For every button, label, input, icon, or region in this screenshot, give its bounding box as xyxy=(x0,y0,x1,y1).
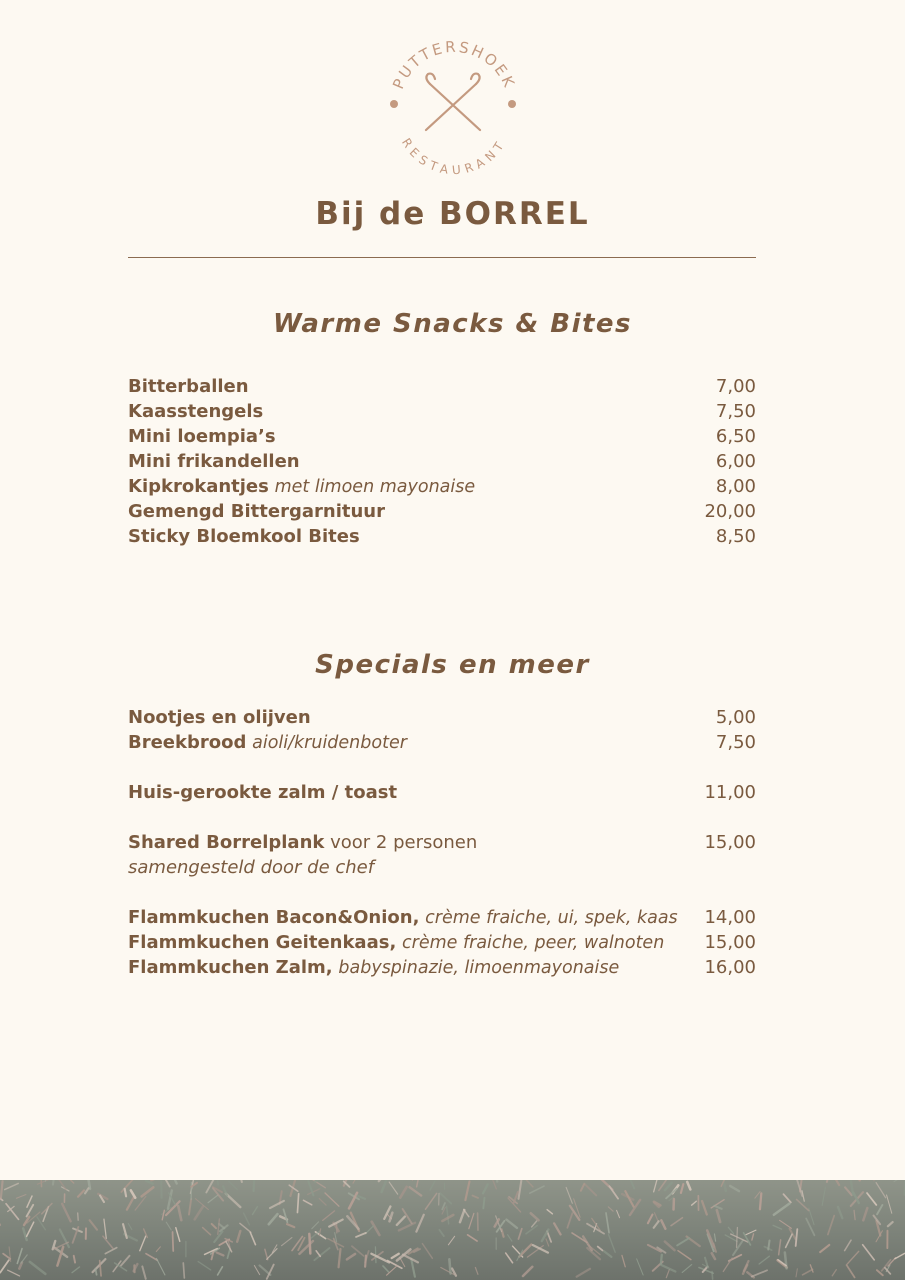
item-price: 6,50 xyxy=(715,426,756,447)
menu-item xyxy=(128,955,756,980)
title-divider xyxy=(128,257,756,258)
item-price: 8,50 xyxy=(715,526,756,547)
menu-item xyxy=(128,705,756,730)
item-price: 7,50 xyxy=(715,732,756,753)
menu-item xyxy=(128,830,756,855)
item-name: Kipkrokantjes xyxy=(128,476,269,497)
section-title-warme-snacks: Warme Snacks & Bites xyxy=(272,309,633,339)
menu-item xyxy=(128,780,756,805)
golf-clubs-icon xyxy=(426,74,480,130)
menu-item xyxy=(128,524,756,549)
item-note: voor 2 personen xyxy=(330,832,478,853)
item-price: 7,00 xyxy=(715,376,756,397)
menu-item xyxy=(128,474,756,499)
restaurant-logo xyxy=(382,34,526,178)
item-description: babyspinazie, limoenmayonaise xyxy=(338,958,620,978)
item-price: 14,00 xyxy=(704,907,756,928)
menu-item xyxy=(128,449,756,474)
item-price: 6,00 xyxy=(715,451,756,472)
menu-item xyxy=(128,905,756,930)
item-subline: samengesteld door de chef xyxy=(128,857,375,878)
item-description: aioli/kruidenboter xyxy=(252,733,407,753)
item-price: 15,00 xyxy=(704,932,756,953)
foliage-image xyxy=(0,1180,905,1280)
logo-bottom-text: RESTAURANT xyxy=(399,135,509,178)
item-price: 7,50 xyxy=(715,401,756,422)
plant-photo-footer xyxy=(0,1180,905,1280)
menu-item xyxy=(128,374,756,399)
item-name: Gemengd Bittergarnituur xyxy=(128,501,385,522)
item-price: 15,00 xyxy=(704,832,756,853)
menu-item xyxy=(128,730,756,755)
item-price: 16,00 xyxy=(704,957,756,978)
item-name: Shared Borrelplank xyxy=(128,832,325,853)
item-price: 5,00 xyxy=(715,707,756,728)
item-name: Flammkuchen Zalm, xyxy=(128,957,333,978)
item-name: Kaasstengels xyxy=(128,401,264,422)
logo-top-text: PUTTERSHOEK xyxy=(389,37,519,92)
item-description: crème fraiche, peer, walnoten xyxy=(402,933,665,953)
menu-item xyxy=(128,499,756,524)
item-description: crème fraiche, ui, spek, kaas xyxy=(425,908,678,928)
item-price: 11,00 xyxy=(704,782,756,803)
menu-item xyxy=(128,399,756,424)
item-name: Breekbrood xyxy=(128,732,247,753)
item-name: Flammkuchen Bacon&Onion, xyxy=(128,907,420,928)
page-title: Bij de BORREL xyxy=(315,196,590,232)
item-name: Mini loempia’s xyxy=(128,426,276,447)
item-description: met limoen mayonaise xyxy=(274,477,476,497)
item-name: Mini frikandellen xyxy=(128,451,300,472)
item-name: Huis-gerookte zalm / toast xyxy=(128,782,398,803)
item-name: Bitterballen xyxy=(128,376,249,397)
item-price: 20,00 xyxy=(704,501,756,522)
menu-item xyxy=(128,930,756,955)
item-name: Flammkuchen Geitenkaas, xyxy=(128,932,397,953)
menu-item xyxy=(128,424,756,449)
item-name: Sticky Bloemkool Bites xyxy=(128,526,360,547)
item-price: 8,00 xyxy=(715,476,756,497)
section-title-specials: Specials en meer xyxy=(315,650,590,680)
item-name: Nootjes en olijven xyxy=(128,707,311,728)
